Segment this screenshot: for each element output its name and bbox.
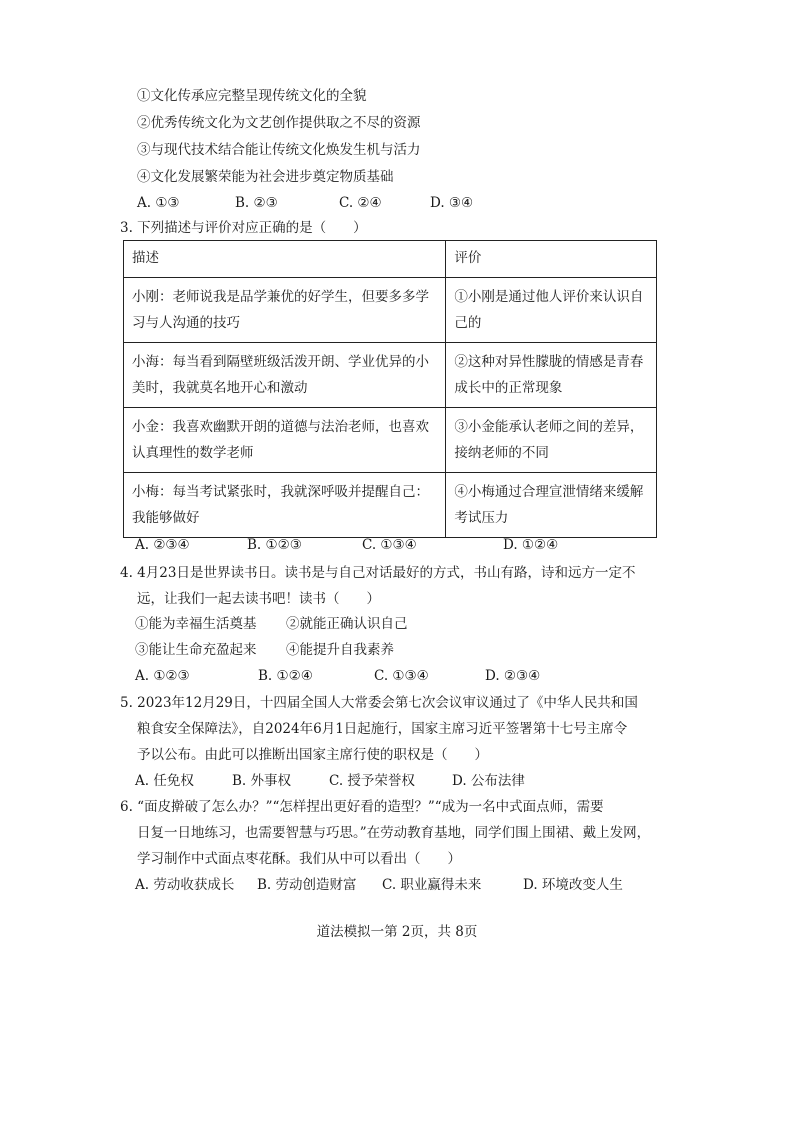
- table-cell-evaluation: ④小梅通过合理宣泄情绪来缓解考试压力: [446, 473, 657, 538]
- q2-options: [137, 193, 473, 213]
- table-cell-evaluation: ②这种对异性朦胧的情感是青春成长中的正常现象: [446, 343, 657, 408]
- q5-options: [135, 771, 525, 791]
- q5-option-a: A. 任免权: [135, 773, 194, 789]
- q2-item-3: ③与现代技术结合能让传统文化焕发生机与活力: [137, 142, 421, 158]
- table-cell-description: 小刚：老师说我是品学兼优的好学生，但要多多学习与人沟通的技巧: [124, 278, 446, 343]
- q5-option-d: D. 公布法律: [452, 773, 525, 789]
- q4-items-row2: [135, 640, 394, 660]
- table-header-evaluation: 评价: [446, 241, 657, 278]
- table-cell-evaluation: ①小刚是通过他人评价来认识自己的: [446, 278, 657, 343]
- table-row: [124, 343, 657, 408]
- q2-option-b: B. ②③: [235, 195, 278, 211]
- q2-option-d: D. ③④: [430, 195, 474, 211]
- table-row: [124, 473, 657, 538]
- q3-option-a: A. ②③④: [135, 537, 190, 553]
- q2-option-c: C. ②④: [339, 195, 382, 211]
- q5-option-b: B. 外事权: [232, 773, 292, 789]
- q3-option-d: D. ①②④: [503, 537, 559, 553]
- q4-item-3: ③能让生命充盈起来: [135, 642, 257, 658]
- table-cell-description: 小金：我喜欢幽默开朗的道德与法治老师，也喜欢认真理性的数学老师: [124, 408, 446, 473]
- q5-stem-line1: 5. 2023年12月29日，十四届全国人大常委会第七次会议审议通过了《中华人民共和国: [120, 695, 638, 711]
- q5-stem-line2: 粮食安全保障法》，自2024年6月1日起施行，国家主席习近平签署第十七号主席令: [137, 721, 628, 737]
- q2-option-a: A. ①③: [137, 195, 180, 211]
- q3-option-b: B. ①②③: [247, 537, 302, 553]
- q6-option-c: C. 职业赢得未来: [382, 877, 482, 893]
- q4-item-2: ②就能正确认识自己: [286, 616, 408, 632]
- q6-option-d: D. 环境改变人生: [523, 877, 623, 893]
- table-cell-description: 小海：每当看到隔壁班级活泼开朗、学业优异的小美时，我就莫名地开心和激动: [124, 343, 446, 408]
- q4-option-d: D. ②③④: [485, 668, 541, 684]
- q4-option-c: C. ①③④: [374, 668, 429, 684]
- q3-option-c: C. ①③④: [362, 537, 417, 553]
- q6-options: [135, 875, 623, 895]
- q4-stem-line1: 4. 4月23日是世界读书日。读书是与自己对话最好的方式，书山有路，诗和远方一定不: [120, 565, 636, 581]
- q4-option-a: A. ①②③: [135, 668, 190, 684]
- q4-stem-line2: 远，让我们一起去读书吧！读书（ ）: [137, 591, 380, 607]
- q5-stem-line3: 予以公布。由此可以推断出国家主席行使的职权是（ ）: [137, 747, 488, 763]
- q4-item-4: ④能提升自我素养: [286, 642, 394, 658]
- q2-item-2: ②优秀传统文化为文艺创作提供取之不尽的资源: [137, 115, 421, 131]
- q4-option-b: B. ①②④: [258, 668, 313, 684]
- table-cell-description: 小梅：每当考试紧张时，我就深呼吸并提醒自己：我能够做好: [124, 473, 446, 538]
- q6-option-b: B. 劳动创造财富: [257, 877, 357, 893]
- q2-item-1: ①文化传承应完整呈现传统文化的全貌: [137, 88, 367, 104]
- page-footer: 道法模拟一第 2页，共 8页: [316, 924, 478, 940]
- q4-items-row1: [135, 614, 408, 634]
- q3-stem: 3. 下列描述与评价对应正确的是（ ）: [120, 220, 367, 236]
- table-row: [124, 408, 657, 473]
- q3-table: [123, 240, 657, 538]
- q6-stem-line2: 日复一日地练习，也需要智慧与巧思。”在劳动教育基地，同学们围上围裙、戴上发网，: [137, 825, 651, 841]
- q6-stem-line1: 6. “面皮擀破了怎么办？”“怎样捏出更好看的造型？”“成为一名中式面点师，需要: [120, 799, 604, 815]
- table-cell-evaluation: ③小金能承认老师之间的差异，接纳老师的不同: [446, 408, 657, 473]
- q2-item-4: ④文化发展繁荣能为社会进步奠定物质基础: [137, 169, 394, 185]
- q6-option-a: A. 劳动收获成长: [135, 877, 235, 893]
- q6-stem-line3: 学习制作中式面点枣花酥。我们从中可以看出（ ）: [137, 851, 461, 867]
- q5-option-c: C. 授予荣誉权: [329, 773, 415, 789]
- q3-options: [135, 535, 558, 555]
- table-row: [124, 278, 657, 343]
- table-header-row: [124, 241, 657, 278]
- table-header-description: 描述: [124, 241, 446, 278]
- q4-item-1: ①能为幸福生活奠基: [135, 616, 257, 632]
- q4-options: [135, 666, 540, 686]
